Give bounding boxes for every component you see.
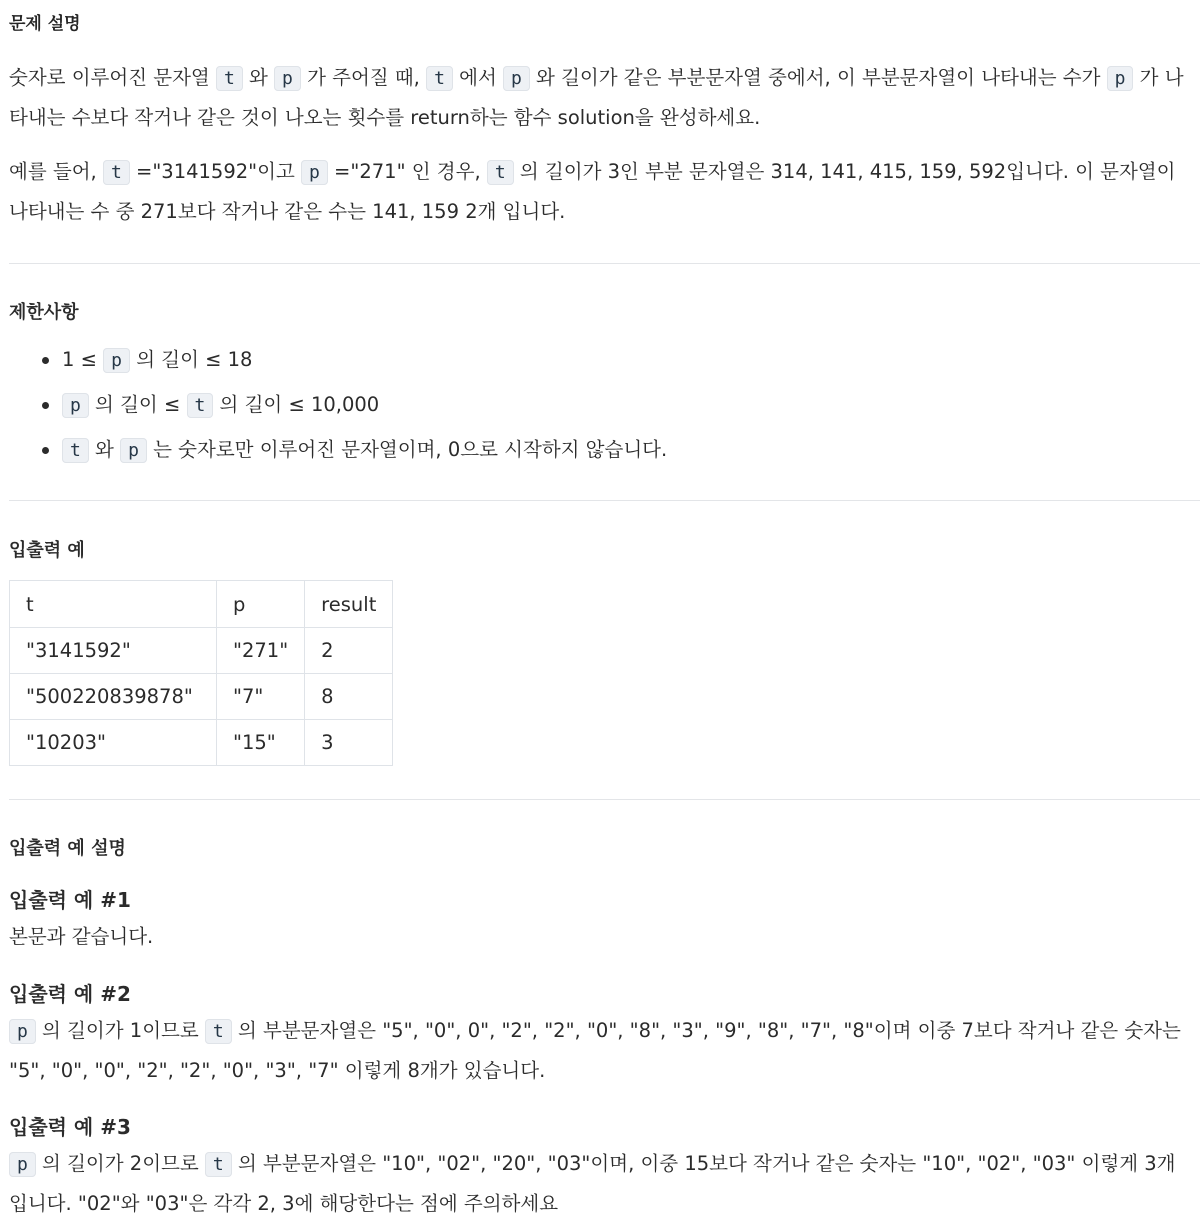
- inline-code-p: p: [503, 66, 530, 91]
- column-header-p: p: [217, 581, 305, 628]
- constraint-text: 의 길이 ≤ 10,000: [213, 393, 380, 416]
- inline-code-t: t: [426, 66, 453, 91]
- constraint-text: 와: [88, 438, 121, 461]
- constraint-item: [9, 385, 667, 430]
- io-example-table: [9, 580, 393, 766]
- table-cell: "10203": [10, 720, 217, 766]
- section-divider: [9, 799, 1200, 800]
- example-1-title: 입출력 예 #1: [9, 888, 131, 912]
- constraints-list: [9, 340, 667, 475]
- table-cell: "271": [217, 628, 305, 674]
- example-3-text: [9, 1144, 1193, 1223]
- constraint-text: 는 숫자로만 이루어진 문자열이며, 0으로 시작하지 않습니다.: [146, 438, 668, 461]
- description-text: 와 길이가 같은 부분문자열 중에서, 이 부분문자열이 나타내는 수가: [529, 66, 1107, 89]
- description-text: 와: [242, 66, 275, 89]
- description-text: 에서: [452, 66, 503, 89]
- inline-code-t: t: [103, 160, 130, 185]
- io-example-title: 입출력 예: [9, 540, 85, 561]
- constraints-title: 제한사항: [9, 302, 79, 323]
- description-text: 가 주어질 때,: [300, 66, 427, 89]
- description-text: ="3141592"이고: [129, 160, 301, 183]
- inline-code-t: t: [205, 1019, 232, 1044]
- section-divider: [9, 263, 1200, 264]
- inline-code-t: t: [487, 160, 514, 185]
- inline-code-p: p: [62, 393, 89, 418]
- section-divider: [9, 500, 1200, 501]
- inline-code-p: p: [274, 66, 301, 91]
- description-text: 가 나타내는 수보다 작거나 같은 것이 나오는 횟수를 return하는 함수 solution을 완성하세요.: [9, 66, 1184, 129]
- inline-code-p: p: [301, 160, 328, 185]
- column-header-result: result: [305, 581, 393, 628]
- example-3-title: 입출력 예 #3: [9, 1115, 131, 1139]
- constraint-text: 의 길이 ≤ 18: [130, 348, 253, 371]
- table-cell: "500220839878": [10, 674, 217, 720]
- inline-code-p: p: [9, 1152, 36, 1177]
- inline-code-t: t: [62, 438, 89, 463]
- inline-code-t: t: [205, 1152, 232, 1177]
- example-2-text: [9, 1011, 1193, 1090]
- io-explanation-title: 입출력 예 설명: [9, 838, 126, 859]
- table-cell: 8: [305, 674, 393, 720]
- table-row: [10, 674, 393, 720]
- page-title: 문제 설명: [9, 14, 81, 34]
- inline-code-p: p: [1107, 66, 1134, 91]
- constraint-text: 의 길이 ≤: [88, 393, 187, 416]
- example-text: 의 부분문자열은 "5", "0", 0", "2", "2", "0", "8", "3", "9", "8", "7", "8"이며 이중 7보다 작거나 같은 숫자는 "5", "0", "0", "2", "2", "0", "3", "7" 이렇게 8개가 있습니다.: [9, 1019, 1181, 1082]
- example-text: 의 길이가 2이므로: [35, 1152, 205, 1175]
- inline-code-t: t: [187, 393, 214, 418]
- inline-code-p: p: [9, 1019, 36, 1044]
- description-text: 의 길이가 3인 부분 문자열은 314, 141, 415, 159, 592입니다. 이 문자열이 나타내는 수 중 271보다 작거나 같은 수는 141, 159 2개 입니다.: [9, 160, 1176, 223]
- table-cell: "7": [217, 674, 305, 720]
- table-cell: 3: [305, 720, 393, 766]
- example-1-text: 본문과 같습니다.: [9, 925, 154, 948]
- constraint-item: [9, 430, 667, 475]
- inline-code-t: t: [216, 66, 243, 91]
- description-paragraph-1: [9, 58, 1193, 137]
- example-2-title: 입출력 예 #2: [9, 982, 131, 1006]
- description-text: 예를 들어,: [9, 160, 103, 183]
- description-text: 숫자로 이루어진 문자열: [9, 66, 216, 89]
- table-row: [10, 628, 393, 674]
- example-text: 의 길이가 1이므로: [35, 1019, 205, 1042]
- constraint-item: [9, 340, 667, 385]
- table-cell: 2: [305, 628, 393, 674]
- table-cell: "15": [217, 720, 305, 766]
- inline-code-p: p: [120, 438, 147, 463]
- description-text: ="271" 인 경우,: [327, 160, 487, 183]
- table-cell: "3141592": [10, 628, 217, 674]
- inline-code-p: p: [103, 348, 130, 373]
- description-paragraph-2: [9, 152, 1193, 231]
- column-header-t: t: [10, 581, 217, 628]
- constraint-text: 1 ≤: [62, 348, 104, 371]
- table-row: [10, 720, 393, 766]
- example-text: 의 부분문자열은 "10", "02", "20", "03"이며, 이중 15보다 작거나 같은 숫자는 "10", "02", "03" 이렇게 3개 입니다. "02"와 "03"은 각각 2, 3에 해당한다는 점에 주의하세요: [9, 1152, 1176, 1215]
- table-header-row: [10, 581, 393, 628]
